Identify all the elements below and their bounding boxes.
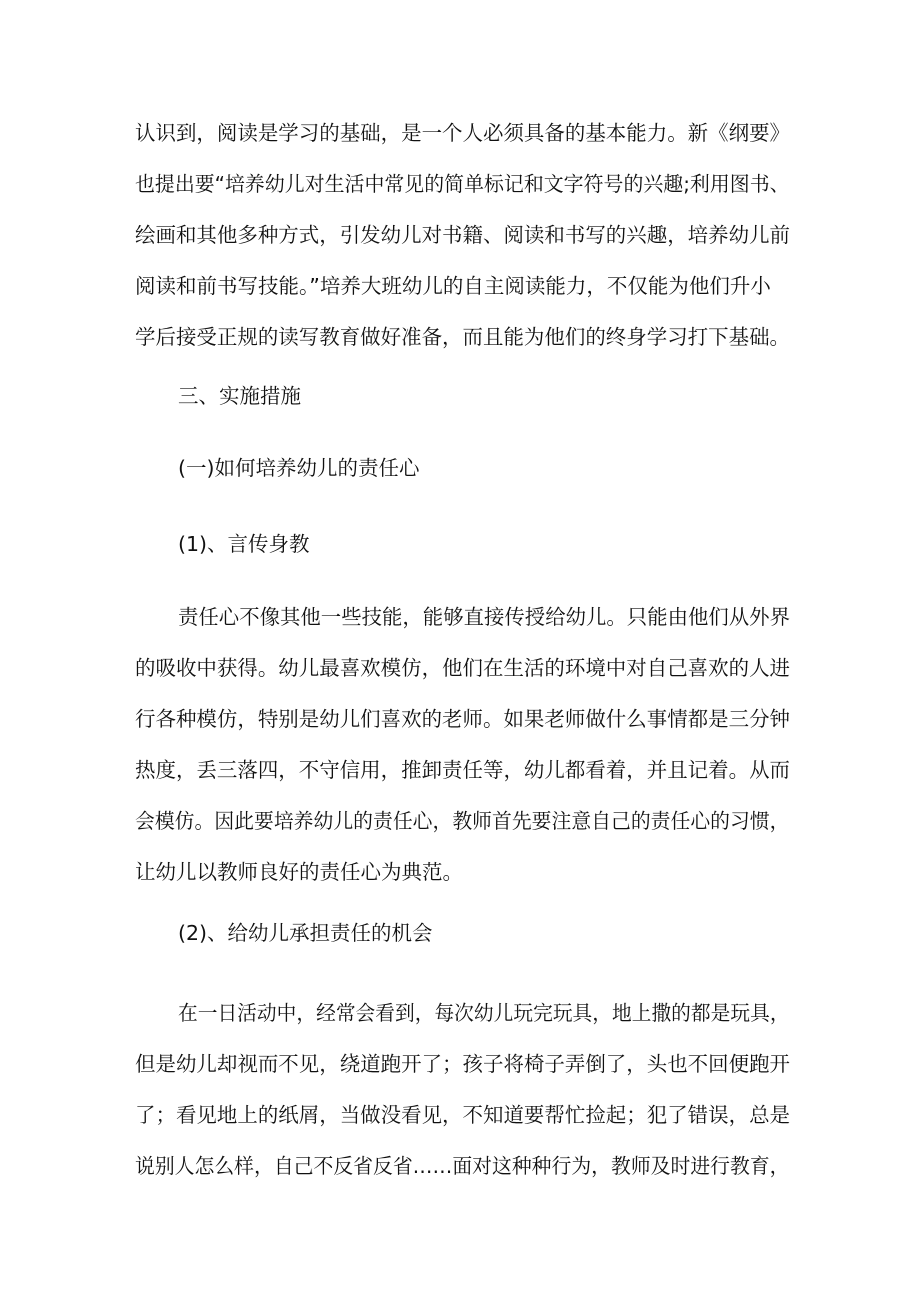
item1-line: 会模仿。因此要培养幼儿的责任心，教师首先要注意自己的责任心的习惯， [135, 809, 790, 833]
intro-line: 阅读和前书写技能。”培养大班幼儿的自主阅读能力，不仅能为他们升小 [135, 274, 771, 298]
item1-line: 的吸收中获得。幼儿最喜欢模仿，他们在生活的环境中对自己喜欢的人进 [135, 656, 791, 680]
intro-line: 学后接受正规的读写教育做好准备，而且能为他们的终身学习打下基础。 [135, 325, 791, 349]
item2-line: 在一日活动中，经常会看到，每次幼儿玩完玩具，地上撒的都是玩具， [178, 1001, 790, 1025]
intro-line: 认识到，阅读是学习的基础，是一个人必须具备的基本能力。新《纲要》 [135, 121, 791, 145]
item1-line: 热度，丢三落四，不守信用，推卸责任等，幼儿都看着，并且记着。从而 [135, 758, 791, 782]
item2-heading: (2)、给幼儿承担责任的机会 [178, 921, 433, 945]
item1-heading: (1)、言传身教 [178, 532, 310, 556]
item2-line: 说别人怎么样，自己不反省反省……面对这种种行为，教师及时进行教育， [135, 1154, 790, 1178]
intro-line: 也提出要“培养幼儿对生活中常见的简单标记和文字符号的兴趣;利用图书、 [135, 172, 790, 196]
item2-line: 但是幼儿却视而不见，绕道跑开了；孩子将椅子弄倒了，头也不回便跑开 [135, 1052, 791, 1076]
item1-line: 责任心不像其他一些技能，能够直接传授给幼儿。只能由他们从外界 [178, 605, 790, 629]
item2-line: 了；看见地上的纸屑，当做没看见，不知道要帮忙捡起；犯了错误，总是 [135, 1103, 791, 1127]
item1-line: 行各种模仿，特别是幼儿们喜欢的老师。如果老师做什么事情都是三分钟 [135, 707, 791, 731]
section-heading: 三、实施措施 [178, 384, 301, 408]
intro-line: 绘画和其他多种方式，引发幼儿对书籍、阅读和书写的兴趣，培养幼儿前 [135, 223, 791, 247]
subsection-heading: (一)如何培养幼儿的责任心 [178, 456, 420, 480]
item1-line: 让幼儿以教师良好的责任心为典范。 [135, 860, 463, 884]
